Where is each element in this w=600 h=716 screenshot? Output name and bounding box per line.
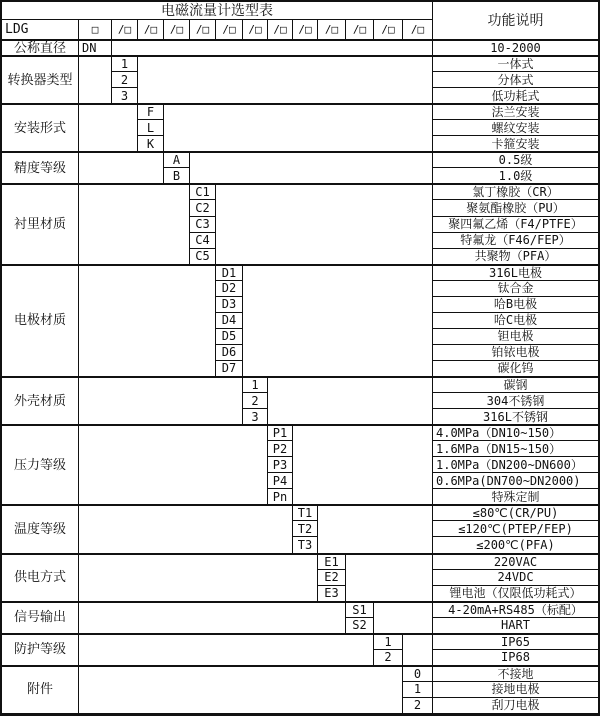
right-filler	[138, 56, 433, 104]
right-filler	[403, 634, 433, 666]
code-cell: 1	[374, 634, 403, 650]
model-box-slot: /□	[112, 20, 138, 40]
desc-cell: ≤200℃(PFA)	[433, 537, 598, 553]
desc-cell: 锂电池（仅限低功耗式）	[433, 586, 598, 602]
code-cell: C5	[190, 249, 216, 265]
right-filler	[164, 104, 433, 152]
model-box-slot: /□	[268, 20, 293, 40]
code-cell: DN	[79, 40, 112, 56]
code-cell: E1	[318, 554, 346, 570]
code-cell: E2	[318, 570, 346, 586]
left-filler	[79, 56, 112, 104]
code-cell: K	[138, 136, 164, 152]
code-cell: S1	[346, 602, 374, 618]
desc-cell: 特氟龙（F46/FEP）	[433, 233, 598, 249]
code-cell: C3	[190, 217, 216, 233]
desc-cell: 1.0级	[433, 168, 598, 184]
left-filler	[79, 425, 268, 505]
code-cell: T3	[293, 537, 318, 553]
left-filler	[79, 104, 138, 152]
model-box-slot: /□	[374, 20, 403, 40]
desc-cell: 低功耗式	[433, 88, 598, 104]
left-filler	[79, 184, 190, 264]
desc-cell: 一体式	[433, 56, 598, 72]
desc-cell: 聚氨酯橡胶（PU）	[433, 200, 598, 216]
desc-cell: 刮刀电极	[433, 698, 598, 714]
left-filler	[79, 265, 216, 377]
desc-cell: 共聚物（PFA）	[433, 249, 598, 265]
desc-cell: ≤80℃(CR/PU)	[433, 505, 598, 521]
desc-cell: 0.5级	[433, 152, 598, 168]
code-cell: 1	[403, 682, 433, 698]
code-cell: T2	[293, 521, 318, 537]
desc-cell: 卡箍安装	[433, 136, 598, 152]
desc-cell: 聚四氟乙烯（F4/PTFE）	[433, 217, 598, 233]
code-cell: 2	[243, 393, 268, 409]
code-cell: E3	[318, 586, 346, 602]
category-label: 温度等级	[2, 505, 79, 553]
code-cell: D1	[216, 265, 243, 281]
desc-cell: 铂铱电极	[433, 345, 598, 361]
category-label: 公称直径	[2, 40, 79, 56]
code-cell: 2	[403, 698, 433, 714]
code-cell: A	[164, 152, 190, 168]
category-label: 防护等级	[2, 634, 79, 666]
right-filler	[243, 265, 433, 377]
code-cell: D7	[216, 361, 243, 377]
category-label: 外壳材质	[2, 377, 79, 425]
code-cell: P3	[268, 457, 293, 473]
category-label: 衬里材质	[2, 184, 79, 264]
code-cell: C2	[190, 200, 216, 216]
left-filler	[79, 377, 243, 425]
desc-cell: 0.6MPa(DN700~DN2000)	[433, 473, 598, 489]
category-label: 转换器类型	[2, 56, 79, 104]
category-label: 附件	[2, 666, 79, 714]
right-filler	[112, 40, 433, 56]
code-cell: 3	[243, 409, 268, 425]
model-box-slot: /□	[403, 20, 433, 40]
desc-cell: 碳化钨	[433, 361, 598, 377]
model-box-slot: /□	[346, 20, 374, 40]
right-filler	[268, 377, 433, 425]
left-filler	[79, 505, 293, 553]
desc-cell: 法兰安装	[433, 104, 598, 120]
code-cell: Pn	[268, 489, 293, 505]
desc-cell: 碳钢	[433, 377, 598, 393]
model-box-first: □	[79, 20, 112, 40]
category-label: 安装形式	[2, 104, 79, 152]
left-filler	[79, 634, 374, 666]
category-label: 压力等级	[2, 425, 79, 505]
left-filler	[79, 602, 346, 634]
desc-cell: 氯丁橡胶（CR）	[433, 184, 598, 200]
desc-cell: 钛合金	[433, 281, 598, 297]
table-title: 电磁流量计选型表	[2, 2, 433, 20]
code-cell: P4	[268, 473, 293, 489]
desc-cell: 4.0MPa（DN10~150）	[433, 425, 598, 441]
code-cell: 3	[112, 88, 138, 104]
code-cell: 2	[374, 650, 403, 666]
desc-cell: 接地电极	[433, 682, 598, 698]
desc-cell: 316L电极	[433, 265, 598, 281]
left-filler	[79, 152, 164, 184]
model-prefix: LDG	[2, 20, 79, 40]
model-box-slot: /□	[138, 20, 164, 40]
code-cell: 1	[112, 56, 138, 72]
desc-cell: 特殊定制	[433, 489, 598, 505]
model-box-slot: /□	[293, 20, 318, 40]
right-filler	[374, 602, 433, 634]
desc-cell: ≤120℃(PTEP/FEP)	[433, 521, 598, 537]
category-label: 供电方式	[2, 554, 79, 602]
category-label: 信号输出	[2, 602, 79, 634]
category-label: 电极材质	[2, 265, 79, 377]
right-filler	[318, 505, 433, 553]
desc-cell: 钽电极	[433, 329, 598, 345]
code-cell: C4	[190, 233, 216, 249]
code-cell: L	[138, 120, 164, 136]
model-box-slot: /□	[243, 20, 268, 40]
desc-cell: 316L不锈钢	[433, 409, 598, 425]
desc-cell: HART	[433, 618, 598, 634]
code-cell: D3	[216, 297, 243, 313]
left-filler	[79, 666, 403, 714]
desc-cell: 24VDC	[433, 570, 598, 586]
desc-cell: 哈C电极	[433, 313, 598, 329]
desc-cell: 分体式	[433, 72, 598, 88]
code-cell: P1	[268, 425, 293, 441]
desc-cell: 304不锈钢	[433, 393, 598, 409]
code-cell: D4	[216, 313, 243, 329]
desc-cell: IP68	[433, 650, 598, 666]
desc-cell: 哈B电极	[433, 297, 598, 313]
model-box-slot: /□	[164, 20, 190, 40]
desc-cell: 220VAC	[433, 554, 598, 570]
right-filler	[216, 184, 433, 264]
model-box-slot: /□	[318, 20, 346, 40]
desc-cell: IP65	[433, 634, 598, 650]
left-filler	[79, 554, 318, 602]
code-cell: C1	[190, 184, 216, 200]
code-cell: D5	[216, 329, 243, 345]
desc-cell: 4-20mA+RS485（标配）	[433, 602, 598, 618]
code-cell: 1	[243, 377, 268, 393]
code-cell: 0	[403, 666, 433, 682]
code-cell: D2	[216, 281, 243, 297]
code-cell: B	[164, 168, 190, 184]
code-cell: S2	[346, 618, 374, 634]
right-filler	[346, 554, 433, 602]
desc-cell: 不接地	[433, 666, 598, 682]
code-cell: D6	[216, 345, 243, 361]
function-description-header: 功能说明	[433, 2, 598, 40]
desc-cell: 10-2000	[433, 40, 598, 56]
right-filler	[190, 152, 433, 184]
model-box-slot: /□	[190, 20, 216, 40]
right-filler	[293, 425, 433, 505]
code-cell: 2	[112, 72, 138, 88]
desc-cell: 螺纹安装	[433, 120, 598, 136]
category-label: 精度等级	[2, 152, 79, 184]
desc-cell: 1.6MPa（DN15~150）	[433, 441, 598, 457]
model-box-slot: /□	[216, 20, 243, 40]
desc-cell: 1.0MPa（DN200~DN600）	[433, 457, 598, 473]
code-cell: T1	[293, 505, 318, 521]
code-cell: F	[138, 104, 164, 120]
code-cell: P2	[268, 441, 293, 457]
